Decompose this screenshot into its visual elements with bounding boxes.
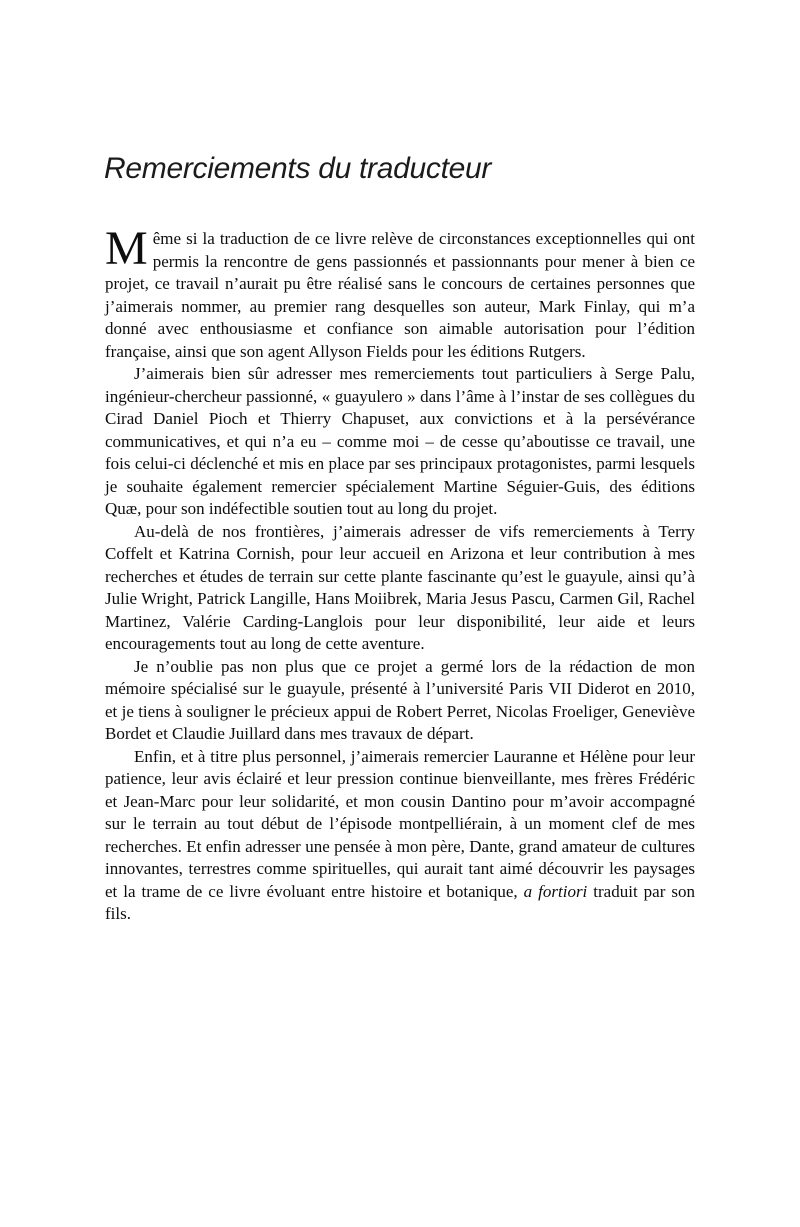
dropcap-letter: M — [105, 222, 148, 275]
paragraph-5-italic-phrase: a fortiori — [523, 881, 588, 901]
paragraph-4: Je n’oublie pas non plus que ce projet a germé lors de la rédaction de mon mémoire spécialisé sur le guayule, présenté à l’université Paris VII Diderot en 2010, et je tiens à souligner le précieux appui de Robert Perret, Nicolas Froeliger, Geneviève Bordet et Claudie Juillard dans mes travaux de départ. — [105, 656, 695, 743]
paragraph-2: J’aimerais bien sûr adresser mes remerciements tout particuliers à Serge Palu, ingénieur-chercheur passionné, « guayulero » dans l’âme à l’instar de ses collègues du Cirad Daniel Pioch et Thierry Chapuset, aux convictions et à la persévérance communicatives, et qui n’a eu – comme moi – de cesse qu’aboutisse ce travail, une fois celui-ci déclenché et mis en place par ses principaux protagonistes, parmi lesquels je souhaite également remercier spécialement Martine Séguier-Guis, des éditions Quæ, pour son indéfectible soutien tout au long du projet. — [105, 364, 695, 518]
paragraph-5-before: Enfin, et à titre plus personnel, j’aimerais remercier Lauranne et Hélène pour leur patience, leur avis éclairé et leur pression continue bienveillante, mes frères Frédéric et Jean-Marc pour leur solidarité, et mon cousin Dantino pour m’avoir accompagné sur le terrain au tout début de l’épisode montpelliérain, à un moment clef de mes recherches. Et enfin adresser une pensée à mon père, Dante, grand amateur de cultures innovantes, terrestres comme spirituelles, qui aurait tant aimé découvrir les paysages et la trame de ce livre évoluant entre histoire et botanique, — [105, 746, 695, 901]
paragraph-3: Au-delà de nos frontières, j’aimerais adresser de vifs remerciements à Terry Coffelt et Katrina Cornish, pour leur accueil en Arizona et leur contribution à mes recherches et études de terrain sur cette plante fascinante qu’est le guayule, ainsi qu’à Julie Wright, Patrick Langille, Hans Moiibrek, Maria Jesus Pascu, Carmen Gil, Rachel Martinez, Valérie Carding-Langlois pour leur disponibilité, leur aide et leurs encouragements tout au long de cette aventure. — [105, 521, 695, 653]
paragraph-1 — [105, 222, 695, 363]
chapter-title: Remerciements du traducteur — [104, 152, 492, 185]
paragraph-1-text: ême si la traduction de ce livre relève de circonstances exceptionnelles qui ont permis la rencontre de gens passionnés et passionnants pour mener à bien ce projet, ce travail n’aurait pu être réalisé sans le concours de certaines personnes que j’aimerais nommer, au premier rang desquelles son auteur, Mark Finlay, qui m’a donné avec enthousiasme et confiance son aimable autorisation pour l’édition française, ainsi que son agent Allyson Fields pour les éditions Rutgers. — [105, 229, 695, 361]
paragraph-5 — [105, 746, 695, 926]
body-text — [105, 222, 696, 926]
paragraph-5-after: traduit par son fils. — [105, 881, 696, 923]
